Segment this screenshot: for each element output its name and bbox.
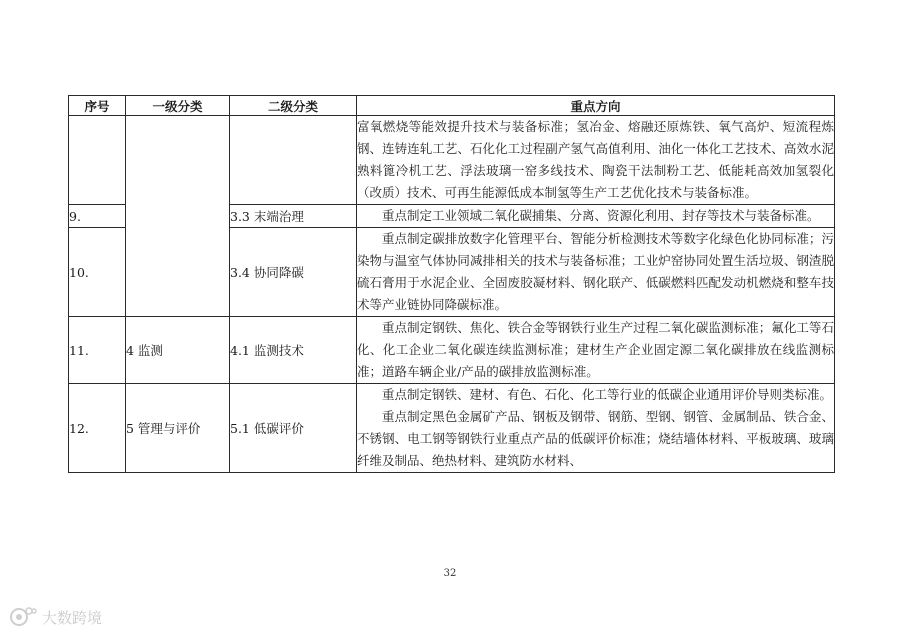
row-level2-category: 3.3 末端治理 [230,205,357,228]
row-key-direction [357,384,835,473]
table-header-row [69,96,835,116]
table-row [69,317,835,384]
standards-table [68,95,835,473]
header-level2-category: 二级分类 [230,96,357,116]
watermark [8,606,102,628]
row-level1-category [126,116,230,317]
direction-paragraph: 重点制定黑色金属矿产品、钢板及钢带、钢筋、型钢、钢管、金属制品、铁合金、不锈钢、电工钢等钢铁行业重点产品的低碳评价标准；烧结墙体材料、平板玻璃、玻璃纤维及制品、绝热材料、建筑防水材料、 [357,409,834,468]
row-level2-category: 4.1 监测技术 [230,317,357,384]
watermark-text: 大数跨境 [42,608,103,627]
direction-paragraph: 重点制定工业领域二氧化碳捕集、分离、资源化利用、封存等技术与装备标准。 [382,208,820,223]
page-number: 32 [443,568,457,579]
row-level2-category: 3.4 协同降碳 [230,228,357,317]
header-serial: 序号 [69,96,126,116]
direction-paragraph: 重点制定钢铁、建材、有色、石化、化工等行业的低碳企业通用评价导则类标准。 [382,387,833,402]
row-serial: 11. [69,317,126,384]
row-level1-category: 5 管理与评价 [126,384,230,473]
row-level2-category: 5.1 低碳评价 [230,384,357,473]
direction-paragraph: 重点制定碳排放数字化管理平台、智能分析检测技术等数字化绿色化协同标准；污染物与温室气体协同减排相关的技术与装备标准；工业炉窑协同处置生活垃圾、钢渣脱硫石膏用于水泥企业、全固废胶凝材料、钢化联产、低碳燃料匹配发动机燃烧和整车技术等产业链协同降碳标准。 [357,231,834,312]
header-key-direction: 重点方向 [357,96,835,116]
row-key-direction [357,116,835,205]
row-level2-category [230,116,357,205]
table-row [69,116,835,205]
table-row [69,384,835,473]
row-key-direction [357,228,835,317]
camera-logo-icon [8,606,38,628]
row-serial [69,116,126,205]
row-key-direction [357,205,835,228]
row-serial: 12. [69,384,126,473]
row-key-direction [357,317,835,384]
direction-paragraph: 重点制定钢铁、焦化、铁合金等钢铁行业生产过程二氧化碳监测标准；氟化工等石化、化工企业二氧化碳连续监测标准；建材生产企业固定源二氧化碳排放在线监测标准；道路车辆企业/产品的碳排放监测标准。 [357,320,834,379]
row-serial: 10. [69,228,126,317]
direction-paragraph: 富氧燃烧等能效提升技术与装备标准；氢冶金、熔融还原炼铁、氧气高炉、短流程炼钢、连铸连轧工艺、石化化工过程副产氢气高值利用、油化一体化工艺技术、高效水泥熟料篦冷机工艺、浮法玻璃一窑多线技术、陶瓷干法制粉工艺、低能耗高效加氢裂化（改质）技术、可再生能源低成本制氢等生产工艺优化技术与装备标准。 [357,119,834,200]
row-level1-category: 4 监测 [126,317,230,384]
header-level1-category: 一级分类 [126,96,230,116]
row-serial: 9. [69,205,126,228]
